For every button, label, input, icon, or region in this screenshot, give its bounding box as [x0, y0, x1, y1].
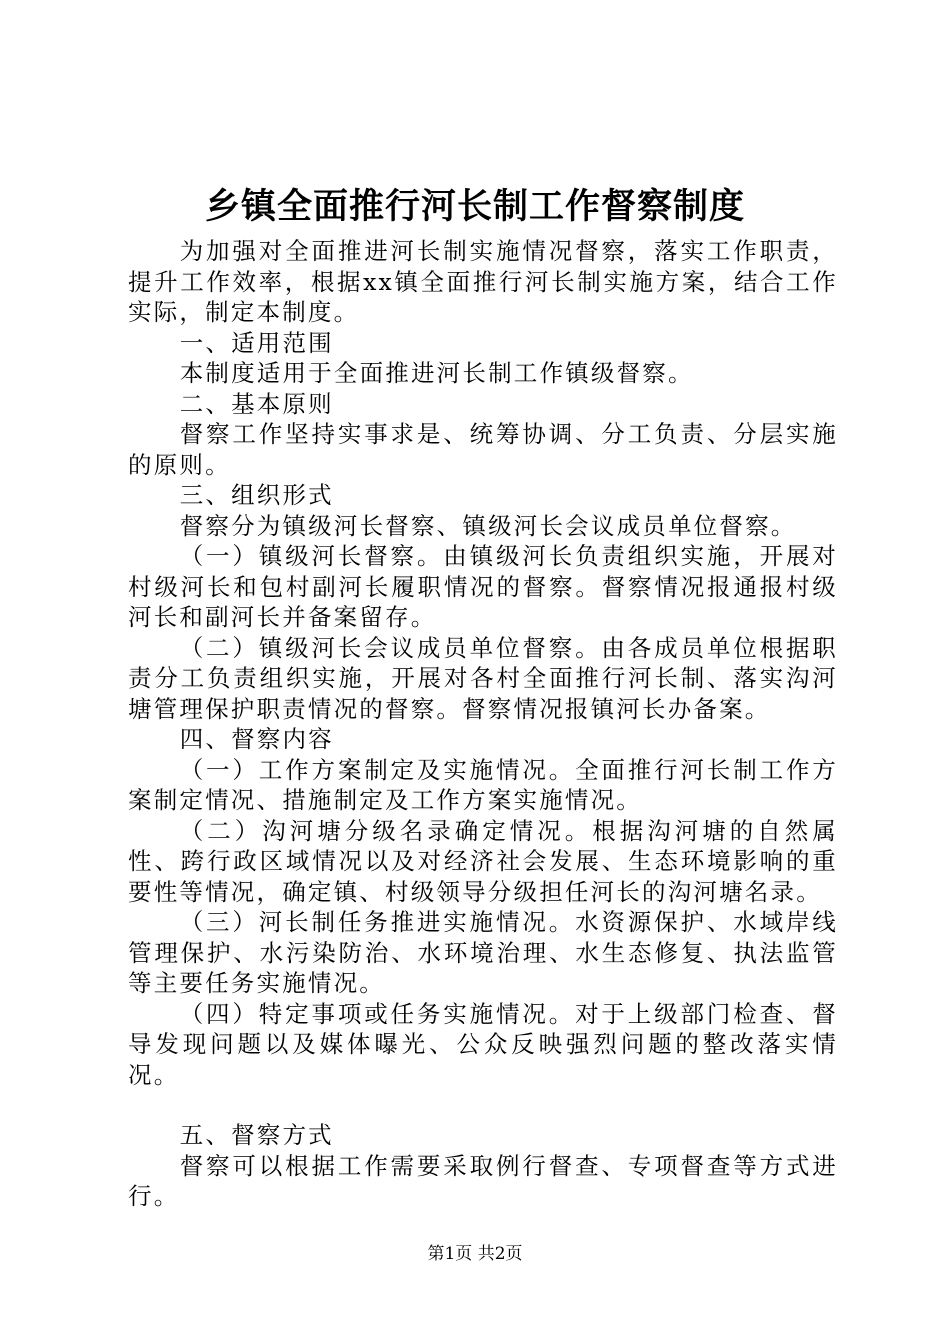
paragraph-intro: 为加强对全面推进河长制实施情况督察，落实工作职责，提升工作效率，根据xx镇全面推行河长制实施方案，结合工作实际，制定本制度。 [128, 237, 838, 326]
paragraph: （四）特定事项或任务实施情况。对于上级部门检查、督导发现问题以及媒体曝光、公众反映强烈问题的整改落实情况。 [128, 999, 838, 1089]
paragraph: 督察分为镇级河长督察、镇级河长会议成员单位督察。 [179, 511, 797, 540]
paragraph: 本制度适用于全面推进河长制工作镇级督察。 [179, 359, 694, 387]
paragraph: 督察可以根据工作需要采取例行督查、专项督查等方式进行。 [128, 1151, 838, 1210]
section-heading-scope: 一、适用范围 [179, 328, 334, 357]
paragraph: （一）镇级河长督察。由镇级河长负责组织实施，开展对村级河长和包村副河长履职情况的督察。督察情况报通报村级河长和副河长并备案留存。 [128, 542, 838, 631]
document-title: 乡镇全面推行河长制工作督察制度 [204, 187, 745, 227]
paragraph: （一）工作方案制定及实施情况。全面推行河长制工作方案制定情况、措施制定及工作方案实施情况。 [128, 755, 838, 814]
paragraph: 督察工作坚持实事求是、统筹协调、分工负责、分层实施的原则。 [128, 420, 838, 479]
section-heading-principles: 二、基本原则 [179, 389, 334, 418]
paragraph: （三）河长制任务推进实施情况。水资源保护、水域岸线管理保护、水污染防治、水环境治理、水生态修复、执法监管等主要任务实施情况。 [128, 908, 838, 997]
page-number: 第1页 共2页 [427, 1244, 523, 1264]
section-heading-organization: 三、组织形式 [179, 481, 334, 509]
section-heading-methods: 五、督察方式 [179, 1121, 334, 1149]
document-body [128, 236, 838, 1212]
section-heading-content: 四、督察内容 [179, 725, 334, 753]
paragraph: （二）沟河塘分级名录确定情况。根据沟河塘的自然属性、跨行政区域情况以及对经济社会发展、生态环境影响的重要性等情况，确定镇、村级领导分级担任河长的沟河塘名录。 [128, 816, 838, 906]
paragraph: （二）镇级河长会议成员单位督察。由各成员单位根据职责分工负责组织实施，开展对各村全面推行河长制、落实沟河塘管理保护职责情况的督察。督察情况报镇河长办备案。 [128, 633, 838, 723]
